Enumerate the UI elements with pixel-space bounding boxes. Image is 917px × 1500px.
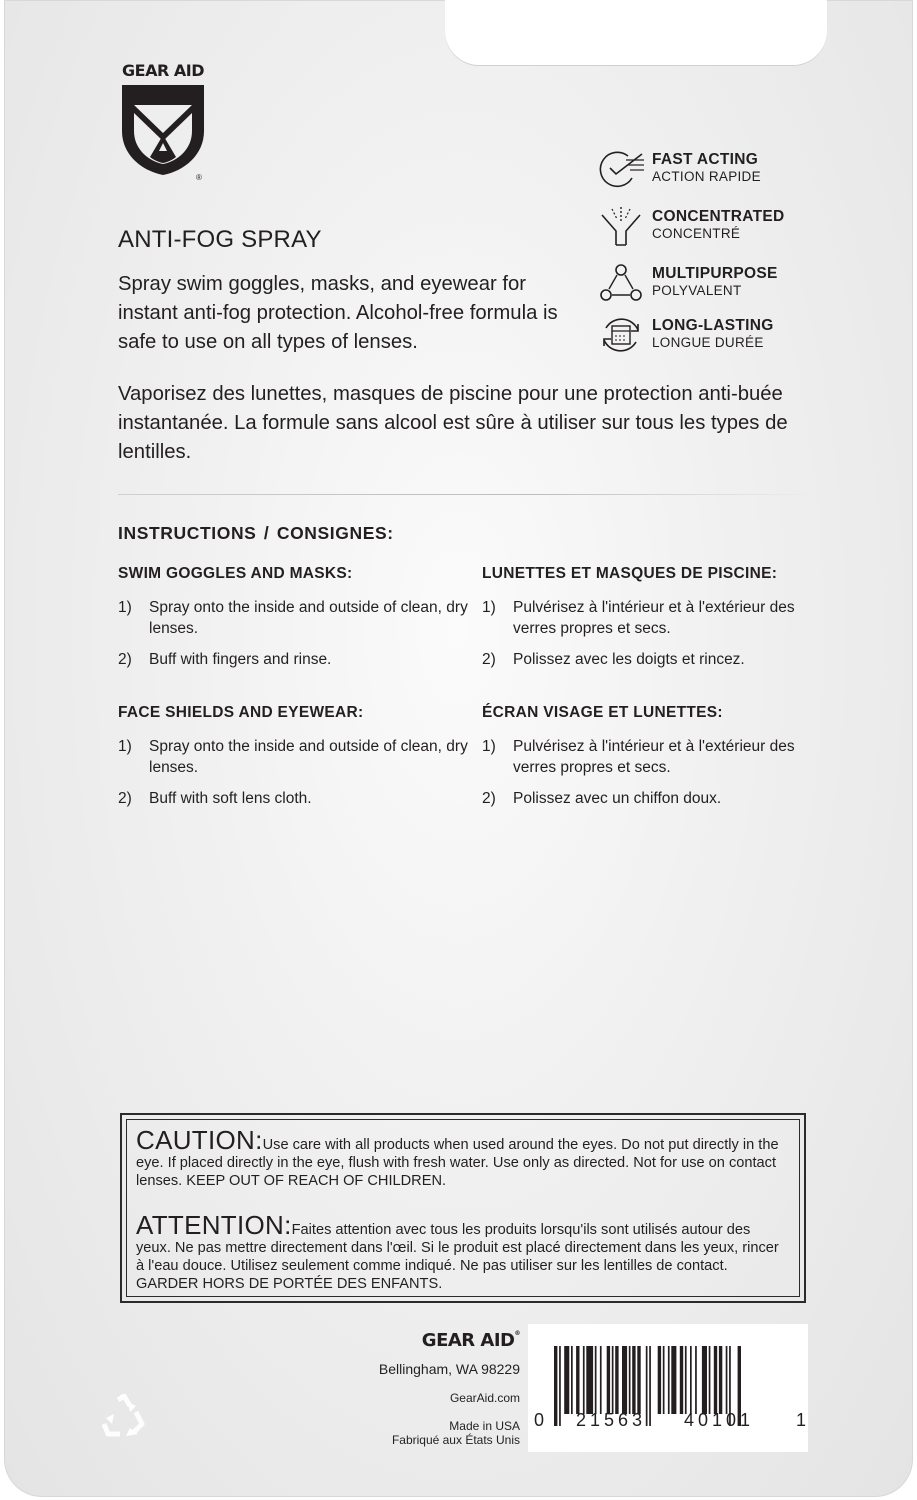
barcode-bar (668, 1346, 670, 1414)
recycle-icon (100, 1394, 148, 1438)
feature-label-en: LONG-LASTING (652, 317, 774, 334)
barcode-bar (629, 1346, 631, 1414)
instruction-step: 1) Pulvérisez à l'intérieur et à l'extérieur des verres propres et secs. (482, 738, 795, 776)
fast-acting-icon (598, 148, 644, 190)
manufacturer-address: Bellingham, WA 98229 (378, 1361, 520, 1377)
barcode-group-2: 40101 (684, 1410, 755, 1430)
caution-label: CAUTION: (136, 1125, 263, 1155)
manufacturer-info (344, 1330, 520, 1447)
feature-fast-acting (598, 148, 818, 194)
instruction-step: 1) Spray onto the inside and outside of clean, dry lenses. (118, 599, 468, 637)
feature-label-en: MULTIPURPOSE (652, 265, 778, 282)
section-title: LUNETTES ET MASQUES DE PISCINE: (482, 565, 778, 582)
instruction-step: 2) Polissez avec les doigts et rincez. (482, 651, 745, 668)
barcode-bar (658, 1346, 661, 1414)
instructions-eyewear-en (118, 704, 468, 819)
feature-label-fr: CONCENTRÉ (652, 226, 741, 241)
made-in (344, 1419, 520, 1447)
concentrated-icon (598, 205, 644, 247)
instructions-eyewear-fr (482, 704, 832, 819)
barcode-bar (719, 1346, 722, 1414)
hang-slot (445, 0, 827, 66)
barcode-bar (663, 1346, 665, 1414)
barcode-bar (709, 1346, 711, 1414)
section-title: SWIM GOGGLES AND MASKS: (118, 565, 353, 582)
instructions-heading: INSTRUCTIONS / CONSIGNES: (118, 523, 394, 543)
barcode-bar (607, 1346, 610, 1414)
instruction-step: 1) Spray onto the inside and outside of clean, dry lenses. (118, 738, 468, 776)
product-title: ANTI-FOG SPRAY (118, 226, 322, 253)
made-in-en: Made in USA (449, 1419, 520, 1433)
feature-long-lasting (598, 314, 818, 360)
instruction-step: 2) Polissez avec un chiffon doux. (482, 790, 722, 807)
barcode-bar (600, 1346, 602, 1414)
instructions-goggles-fr (482, 565, 832, 680)
feature-concentrated (598, 205, 818, 251)
feature-label-en: FAST ACTING (652, 151, 759, 168)
barcode-bar (690, 1346, 692, 1414)
footer-brand-name: GEAR AID® (421, 1330, 520, 1351)
barcode-bar (615, 1346, 618, 1414)
attention-text: Faites attention avec tous les produits lorsqu'ils sont utilisés autour des yeux. Ne pas mettre directement dans l'œil. Si le produit est placé directement dans les yeux, rincer à l'eau douce. Utilisez seulement comme indiqué. Ne pas utiliser sur les lentilles de contact. GARDER HORS DE PORTÉE DES ENFANTS. (136, 1222, 779, 1292)
barcode-bar (726, 1346, 728, 1414)
caution-fr (136, 1210, 784, 1293)
description-fr: Vaporisez des lunettes, masques de piscine pour une protection anti-buée instantanée. La formule sans alcool est sûre à utiliser sur tous les types de lentilles. (118, 383, 788, 463)
barcode-bar (622, 1346, 627, 1414)
barcode-bar (714, 1346, 717, 1414)
barcode-bar (671, 1346, 676, 1414)
brand-name: GEAR AID (122, 61, 204, 80)
section-title: FACE SHIELDS AND EYEWEAR: (118, 704, 364, 721)
section-title: ÉCRAN VISAGE ET LUNETTES: (482, 704, 723, 721)
barcode-bar (680, 1346, 683, 1414)
section-divider (118, 494, 818, 495)
attention-label: ATTENTION: (136, 1210, 292, 1240)
barcode-bar (571, 1346, 573, 1414)
description-en: Spray swim goggles, masks, and eyewear for instant anti-fog protection. Alcohol-free formula is safe to use on all types of lenses. (118, 273, 558, 353)
barcode-bar (586, 1346, 593, 1414)
barcode-bar (564, 1346, 569, 1414)
caution-box (120, 1113, 806, 1303)
barcode-bar (612, 1346, 614, 1414)
made-in-fr: Fabriqué aux États Unis (391, 1433, 520, 1447)
barcode (528, 1324, 808, 1452)
multipurpose-icon (598, 262, 644, 304)
feature-label-en: CONCENTRATED (652, 208, 785, 225)
caution-en (136, 1125, 784, 1190)
brand-logo (120, 61, 210, 182)
packaging-card (4, 0, 913, 1497)
feature-label-fr: POLYVALENT (652, 283, 742, 298)
barcode-bar (583, 1346, 585, 1414)
website-link[interactable]: GearAid.com (449, 1391, 520, 1405)
instruction-step: 2) Buff with fingers and rinse. (118, 651, 332, 668)
long-lasting-icon (598, 314, 644, 356)
feature-label-fr: LONGUE DURÉE (652, 335, 764, 350)
barcode-bar (685, 1346, 687, 1414)
barcode-group-1: 21563 (576, 1410, 647, 1430)
instruction-step: 1) Pulvérisez à l'intérieur et à l'extérieur des verres propres et secs. (482, 599, 795, 637)
feature-multipurpose (598, 262, 818, 308)
instruction-step: 2) Buff with soft lens cloth. (118, 790, 312, 807)
barcode-bar (637, 1346, 640, 1414)
barcode-bar (554, 1346, 557, 1426)
barcode-bar (576, 1346, 579, 1414)
barcode-digit-right: 1 (796, 1410, 807, 1430)
feature-label-fr: ACTION RAPIDE (652, 169, 761, 184)
instructions-goggles-en (118, 565, 468, 680)
barcode-bar (702, 1346, 707, 1414)
caution-text: Use care with all products when used around the eyes. Do not put directly in the eye. If placed directly in the eye, flush with fresh water. Use only as directed. Not for use on contact lenses. KEEP OUT OF REACH OF CHILDREN. (136, 1137, 779, 1189)
registered-mark: ® (196, 173, 202, 182)
barcode-bar (649, 1346, 651, 1426)
gear-aid-shield-logo (120, 83, 206, 177)
barcode-bar (632, 1346, 635, 1414)
barcode-bar (559, 1346, 561, 1426)
barcode-bar (595, 1346, 597, 1414)
barcode-digit-left: 0 (534, 1410, 545, 1430)
barcode-bar (695, 1346, 697, 1414)
